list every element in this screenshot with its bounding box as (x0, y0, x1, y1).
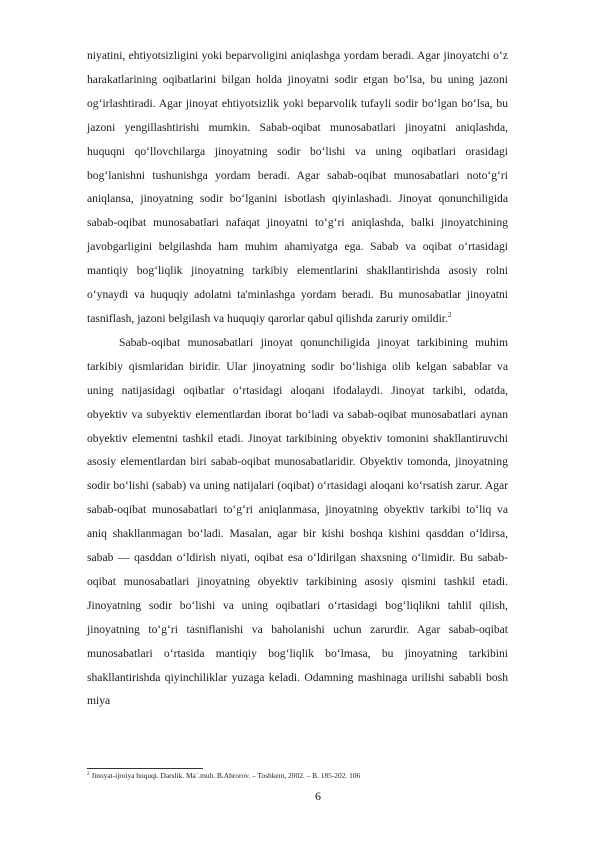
footnote-text: Jinoyat-ijroiya huquqi. Darslik. Ma`.muh. B.Ahrorov. – Toshkent, 2002. – B. 185-202. 106 (91, 771, 361, 780)
paragraph-text: niyatini, ehtiyotsizligini yoki beparvoligini aniqlashga yordam beradi. Agar jinoyatchi o‘z harakatlarining oqibatlarini bilgan holda jinoyatni sodir etgan bo‘lsa, bu uning jazoni og‘irlashtiradi. Agar jinoyat ehtiyotsizlik yoki beparvolik tufayli sodir bo‘lgan bo‘lsa, bu jazoni yengillashtirishi mumkin. Sabab-oqibat munosabatlari jinoyatni aniqlashda, huquqni qo‘llovchilarga jinoyatning sodir bo‘lishi va uning oqibatlari orasidagi bog‘lanishni tushunishga yordam beradi. Agar sabab-oqibat munosabatlari noto‘g‘ri aniqlansa, jinoyatning sodir bo‘lganini isbotlash qiyinlashadi. Jinoyat qonunchiligida sabab-oqibat munosabatlari nafaqat jinoyatni to‘g‘ri aniqlashda, balki jinoyatchining javobgarligini belgilashda ham muhim ahamiyatga ega. Sabab va oqibat o‘rtasidagi mantiqiy bog‘liqlik jinoyatning tarkibiy elementlarini shakllantirishda asosiy rolni o‘ynaydi va huquqiy adolatni ta'minlashga yordam beradi. Bu munosabatlar jinoyatni tasniflash, jazoni belgilash va huquqiy qarorlar qabul qilishda zaruriy omildir. (87, 49, 508, 325)
footnote-reference[interactable]: 2 (447, 310, 452, 319)
page-body (87, 44, 508, 713)
footnote (87, 771, 517, 781)
footnote-divider (87, 768, 203, 769)
page-number: 6 (315, 789, 321, 803)
footnote-marker: 2 (87, 772, 90, 777)
paragraph: Sabab-oqibat munosabatlari jinoyat qonunchiligida jinoyat tarkibining muhim tarkibiy qismlaridan biridir. Ular jinoyatning sodir bo‘lishiga olib kelgan sabablar va uning natijasidagi oqibatlar o‘rtasidagi aloqani ifodalaydi. Jinoyat tarkibi, odatda, obyektiv va subyektiv elementlardan iborat bo‘ladi va sabab-oqibat munosabatlari aynan obyektiv elementni tashkil etadi. Jinoyat tarkibining obyektiv tomonini shakllantiruvchi asosiy elementlardan biri sabab-oqibat munosabatlaridir. Obyektiv tomonda, jinoyatning sodir bo‘lishi (sabab) va uning natijalari (oqibat) o‘rtasidagi aloqani ko‘rsatish zarur. Agar sabab-oqibat munosabatlari to‘g‘ri aniqlanmasa, jinoyatning obyektiv tarkibi to‘liq va aniq shakllanmagan bo‘ladi. Masalan, agar bir kishi boshqa kishini qasddan o‘ldirsa, sabab — qasddan o‘ldirish niyati, oqibat esa o‘ldirilgan shaxsning o‘limidir. Bu sabab-oqibat munosabatlari jinoyatning obyektiv tarkibining asosiy qismini tashkil etadi. Jinoyatning sodir bo‘lishi va uning oqibatlari o‘rtasidagi bog‘liqlikni tahlil qilish, jinoyatning to‘g‘ri tasniflanishi va baholanishi uchun zarurdir. Agar sabab-oqibat munosabatlari o‘rtasida mantiqiy bog‘liqlik bo‘lmasa, bu jinoyatning tarkibini shakllantirishda qiyinchiliklar yuzaga keladi. Odamning mashinaga urilishi sababli bosh miya (87, 335, 508, 708)
paragraph (87, 44, 508, 331)
